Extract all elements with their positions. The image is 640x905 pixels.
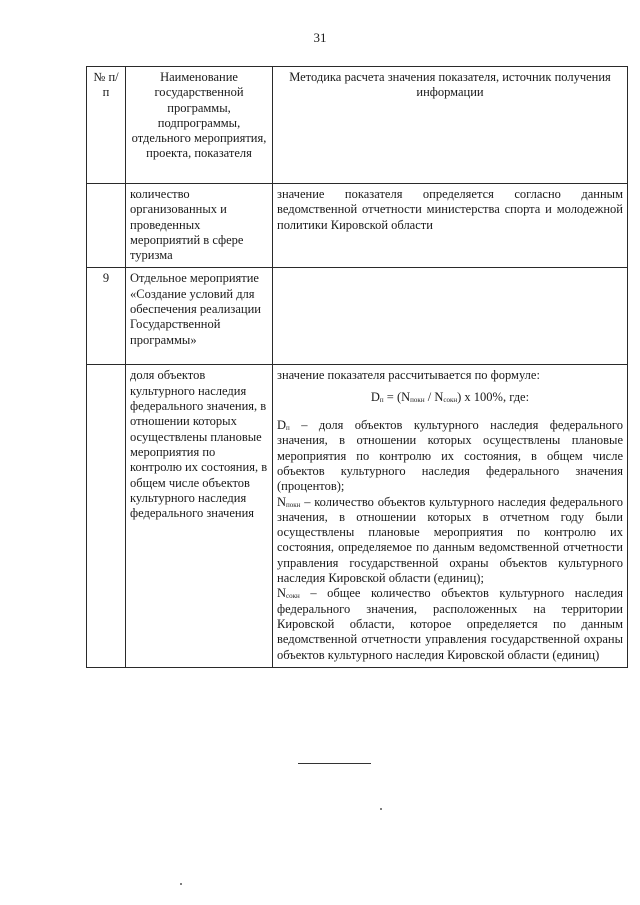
row-method bbox=[273, 268, 628, 365]
scan-speck bbox=[180, 883, 182, 885]
header-number: № п/п bbox=[87, 67, 126, 184]
end-rule bbox=[298, 763, 371, 764]
scan-speck bbox=[380, 808, 382, 810]
formula: $D_п = (N_{покн} / N_{сокн})$ x 100%, где: bbox=[370, 389, 530, 404]
row-number bbox=[87, 184, 126, 268]
row-method bbox=[273, 365, 628, 667]
row-number bbox=[87, 365, 126, 667]
row-number: 9 bbox=[87, 268, 126, 365]
table-row bbox=[87, 184, 628, 268]
row-method: значение показателя определяется согласно данным ведомственной отчетности министерства спорта и молодежной политики Кировской области bbox=[273, 184, 628, 268]
row-name: доля объектов культурного наследия федерального значения, в отношении которых осуществлены плановые мероприятия по контролю их состояния, в общем числе объектов культурного наследия федерального значения bbox=[126, 365, 273, 667]
header-name: Наименование государственной программы, подпрограммы, отдельного мероприятия, проекта, показателя bbox=[126, 67, 273, 184]
definition-n-sokn: $N_{сокн}$ – общее количество объектов культурного наследия федерального значения, расположенных на территории Кировской области, которое определяется по данным ведомственной отчетности управления государственной охраны объектов культурного наследия Кировской области (единиц) bbox=[277, 586, 624, 662]
table-row bbox=[87, 365, 628, 667]
method-intro: значение показателя рассчитывается по формуле: bbox=[277, 368, 540, 383]
definition-n-pokn: $N_{покн}$ – количество объектов культурного наследия федерального значения, в отношении которых в отчетном году были осуществлены плановые мероприятия по контролю их состояния, определяемое по данным ведомственной отчетности управления государственной охраны объектов культурного наследия Кировской области (единиц); bbox=[277, 494, 624, 586]
definition-d: $D_п$ – доля объектов культурного наследия федерального значения, в отношении которых осуществлены плановые мероприятия по контролю их состояния, в общем числе объектов культурного наследия федерального значения (процентов); bbox=[277, 418, 624, 494]
table-row bbox=[87, 268, 628, 365]
table-header-row bbox=[87, 67, 628, 184]
row-name: количество организованных и проведенных мероприятий в сфере туризма bbox=[126, 184, 273, 268]
page-number: 31 bbox=[313, 30, 327, 45]
indicator-table bbox=[86, 66, 628, 668]
header-method: Методика расчета значения показателя, источник получения информации bbox=[273, 67, 628, 184]
row-name: Отдельное мероприятие «Создание условий для обеспечения реализации Государственной программы» bbox=[126, 268, 273, 365]
